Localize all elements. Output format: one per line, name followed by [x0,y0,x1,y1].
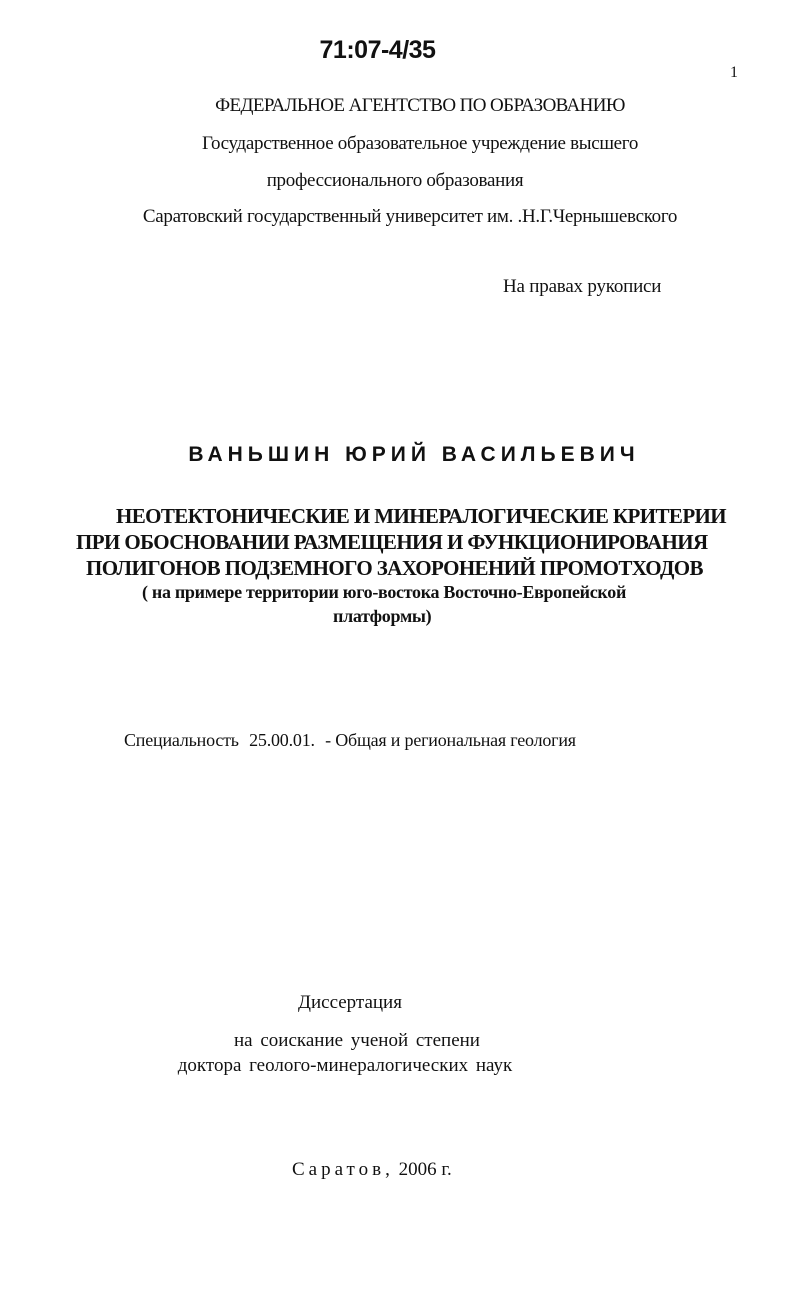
imprint-year: 2006 г. [398,1159,452,1180]
manuscript-note: На правах рукописи [503,276,662,297]
dissertation-type: Диссертация [298,992,402,1013]
catalog-number: 71:07-4/35 [319,36,436,64]
title-line-3: ПОЛИГОНОВ ПОДЗЕМНОГО ЗАХОРОНЕНИЙ ПРОМОТХОДОВ [86,556,703,580]
subtitle-line-2: платформы) [333,606,432,626]
title-line-1: НЕОТЕКТОНИЧЕСКИЕ И МИНЕРАЛОГИЧЕСКИЕ КРИТЕРИИ [116,504,727,528]
title-line-2: ПРИ ОБОСНОВАНИИ РАЗМЕЩЕНИЯ И ФУНКЦИОНИРОВАНИЯ [76,530,708,554]
agency-name: ФЕДЕРАЛЬНОЕ АГЕНТСТВО ПО ОБРАЗОВАНИЮ [215,95,625,116]
degree-line-1: на соискание ученой степени [234,1030,480,1051]
institution-line-2: профессионального образования [266,170,524,191]
degree-line-2: доктора геолого-минералогических наук [177,1055,513,1076]
page-number: 1 [730,64,738,81]
institution-line-1: Государственное образовательное учреждение высшего [201,133,639,154]
specialty [124,730,576,751]
specialty-name: - Общая и региональная геология [325,730,576,750]
imprint [292,1159,452,1181]
specialty-label: Специальность [124,730,239,750]
specialty-code: 25.00.01. [249,730,315,750]
imprint-city: Саратов, [292,1159,394,1180]
author-name: ВАНЬШИН ЮРИЙ ВАСИЛЬЕВИЧ [188,443,640,466]
subtitle-line-1: ( на примере территории юго-востока Восточно-Европейской [142,582,627,602]
university-name: Саратовский государственный университет им. .Н.Г.Чернышевского [142,206,678,227]
